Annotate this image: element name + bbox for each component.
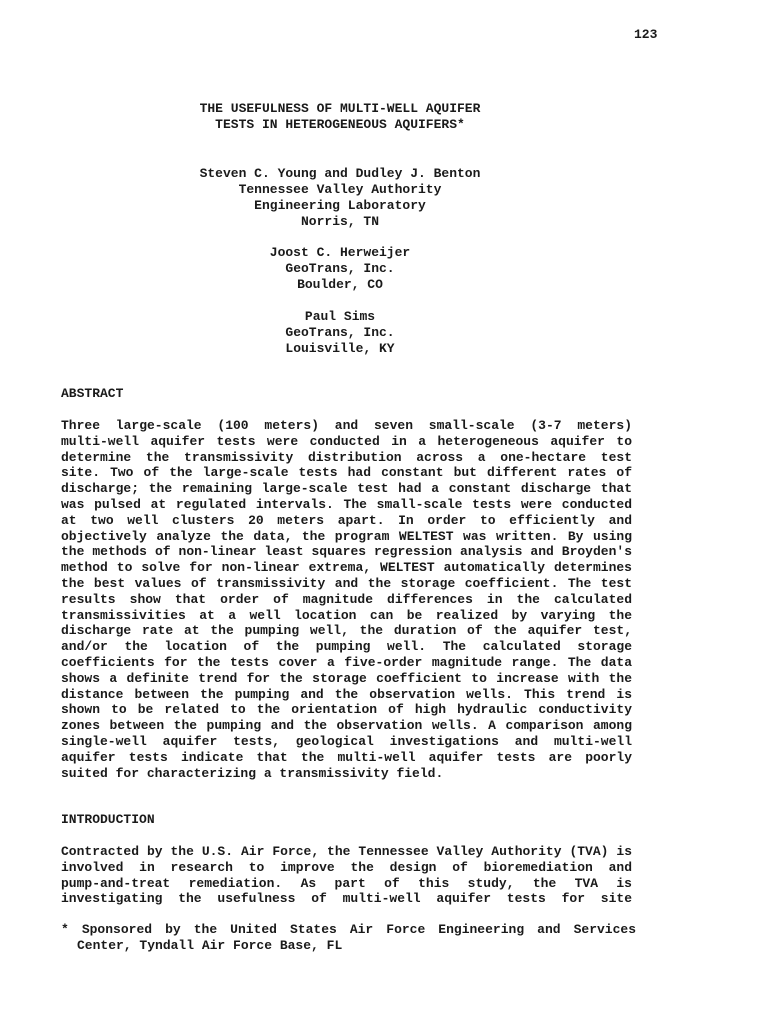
abstract-body [61, 418, 632, 781]
introduction-line: involved in research to improve the design of bioremediation and [61, 859, 632, 875]
page-number: 123 [634, 27, 658, 42]
abstract-line: was pulsed at regulated intervals. The small-scale tests were conducted [61, 496, 632, 512]
title-line-2: TESTS IN HETEROGENEOUS AQUIFERS* [215, 117, 465, 132]
abstract-line: coefficients for the tests cover a five-order magnitude range. The data [61, 654, 632, 670]
author-name: Paul Sims [304, 309, 376, 324]
introduction-line: pump-and-treat remediation. As part of this study, the TVA is [61, 875, 632, 891]
abstract-line: aquifer tests indicate that the multi-well aquifer tests are poorly [61, 749, 632, 765]
abstract-line: single-well aquifer tests, geological investigations and multi-well [61, 733, 632, 749]
abstract-line: distance between the pumping and the observation wells. This trend is [61, 686, 632, 702]
author-block-3 [0, 309, 680, 357]
introduction-line: Contracted by the U.S. Air Force, the Tennessee Valley Authority (TVA) is [61, 844, 632, 859]
abstract-line: at two well clusters 20 meters apart. In order to efficiently and [61, 512, 632, 528]
abstract-line: method to solve for non-linear extrema, WELTEST automatically determines [61, 560, 632, 576]
abstract-line: transmissivities at a well location can be realized by varying the [61, 607, 632, 623]
introduction-heading: INTRODUCTION [61, 812, 155, 827]
footnote [61, 922, 636, 954]
author-affiliation: Boulder, CO [297, 277, 383, 292]
abstract-line: discharge rate at the pumping well, the duration of the aquifer test, [61, 623, 632, 639]
paper-title [0, 101, 680, 133]
introduction-body [61, 844, 632, 907]
author-affiliation: Engineering Laboratory [254, 198, 426, 213]
abstract-line: objectively analyze the data, the program WELTEST was written. By using [61, 528, 632, 544]
author-name: Joost C. Herweijer [269, 245, 411, 260]
footnote-line: * Sponsored by the United States Air Force Engineering and Services [61, 922, 636, 937]
abstract-line: discharge; the remaining large-scale test had a constant discharge that [61, 481, 632, 497]
abstract-heading: ABSTRACT [61, 386, 124, 401]
abstract-line: multi-well aquifer tests were conducted in a heterogeneous aquifer to [61, 433, 632, 449]
author-block-2 [0, 245, 680, 293]
abstract-line: suited for characterizing a transmissivity field. [61, 765, 444, 781]
abstract-line: the best values of transmissivity and the storage coefficient. The test [61, 575, 632, 591]
author-affiliation: Tennessee Valley Authority [238, 182, 442, 197]
author-affiliation: GeoTrans, Inc. [285, 325, 395, 340]
abstract-line: site. Two of the large-scale tests had constant but different rates of [61, 465, 632, 481]
author-affiliation: Norris, TN [300, 214, 379, 229]
author-affiliation: Louisville, KY [285, 341, 395, 356]
abstract-line: Three large-scale (100 meters) and seven small-scale (3-7 meters) [61, 418, 632, 433]
author-block-1 [0, 166, 680, 230]
introduction-line: investigating the usefulness of multi-well aquifer tests for site [61, 891, 632, 907]
abstract-line: shows a definite trend for the storage coefficient to increase with the [61, 670, 632, 686]
abstract-line: zones between the pumping and the observation wells. A comparison among [61, 718, 632, 734]
abstract-line: and/or the location of the pumping well. The calculated storage [61, 639, 632, 655]
abstract-line: results show that order of magnitude differences in the calculated [61, 591, 632, 607]
footnote-line: Center, Tyndall Air Force Base, FL [77, 938, 343, 953]
abstract-line: the methods of non-linear least squares regression analysis and Broyden's [61, 544, 632, 560]
abstract-line: determine the transmissivity distribution across a one-hectare test [61, 449, 632, 465]
author-affiliation: GeoTrans, Inc. [285, 261, 395, 276]
abstract-line: shown to be related to the orientation of high hydraulic conductivity [61, 702, 632, 718]
author-name: Steven C. Young and Dudley J. Benton [199, 166, 481, 181]
title-line-1: THE USEFULNESS OF MULTI-WELL AQUIFER [199, 101, 481, 116]
